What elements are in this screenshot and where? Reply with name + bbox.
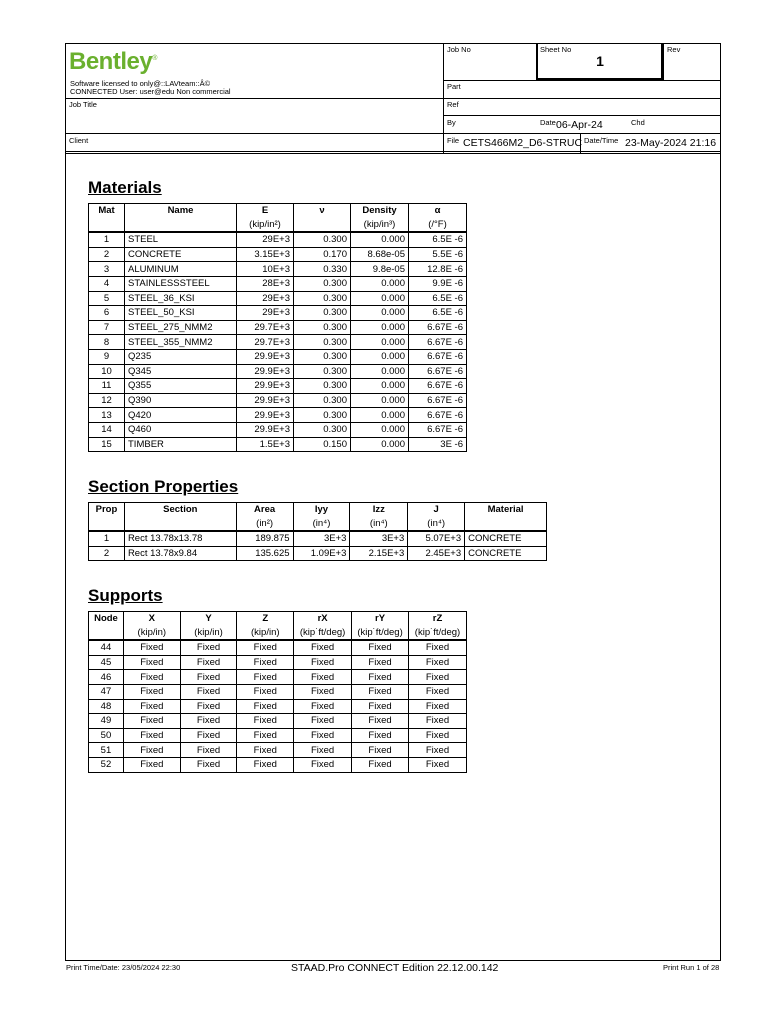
table-row [89,670,467,685]
table-cell: TIMBER [125,437,237,452]
table-cell: 0.000 [351,422,409,437]
materials-header-cell: E [237,204,294,218]
table-cell: Q345 [125,364,237,379]
table-cell: 29.9E+3 [237,349,294,364]
table-cell: Fixed [294,728,352,743]
sections-unit-cell: (in²) [236,517,293,532]
table-cell: 0.330 [294,262,351,277]
section-properties-heading: Section Properties [88,477,239,496]
table-cell: Fixed [237,757,294,772]
table-cell: 9 [89,349,125,364]
table-cell: 28E+3 [237,276,294,291]
supports-units-row [89,626,467,641]
table-cell: 50 [89,728,124,743]
table-cell: Fixed [294,757,352,772]
table-cell: 0.300 [294,276,351,291]
table-cell: 29E+3 [237,306,294,321]
table-cell: 4 [89,276,125,291]
table-row [89,757,467,772]
table-cell: 12 [89,393,125,408]
table-cell: STEEL_36_KSI [125,291,237,306]
table-row [89,364,467,379]
materials-header-cell: Mat [89,204,125,218]
table-cell: Fixed [294,743,352,758]
table-cell: 49 [89,714,124,729]
table-cell: CONCRETE [125,247,237,262]
table-row [89,699,467,714]
part-label: Part [447,82,461,91]
supports-header-cell: rY [352,612,409,626]
sheet-no-value: 1 [596,53,604,69]
table-cell: 46 [89,670,124,685]
bentley-logo: Bentley® [69,48,157,75]
table-cell: Fixed [352,699,409,714]
table-cell: 0.300 [294,364,351,379]
supports-unit-cell: (kip˙ft/deg) [409,626,467,641]
supports-header-cell: Y [180,612,237,626]
table-cell: Fixed [123,640,180,655]
table-row [89,379,467,394]
supports-unit-cell: (kip/in) [237,626,294,641]
supports-unit-cell: (kip˙ft/deg) [294,626,352,641]
sections-unit-cell [89,517,125,532]
table-cell: CONCRETE [465,546,547,561]
table-cell: Fixed [352,640,409,655]
table-cell: 6.5E -6 [409,232,467,247]
table-cell: 0.300 [294,349,351,364]
table-row [89,422,467,437]
table-cell: Fixed [237,670,294,685]
table-row [89,684,467,699]
materials-units-row [89,218,467,233]
table-row [89,349,467,364]
table-cell: STEEL_355_NMM2 [125,335,237,350]
table-row [89,276,467,291]
table-row [89,247,467,262]
table-cell: Fixed [123,699,180,714]
supports-unit-cell: (kip/in) [123,626,180,641]
table-cell: 6.5E -6 [409,306,467,321]
table-row [89,640,467,655]
table-cell: STEEL [125,232,237,247]
table-cell: 6.67E -6 [409,379,467,394]
table-cell: CONCRETE [465,531,547,546]
table-cell: 29.9E+3 [237,379,294,394]
supports-header-cell: rZ [409,612,467,626]
table-cell: Fixed [237,699,294,714]
by-label: By [447,118,456,127]
table-cell: 0.300 [294,379,351,394]
table-row [89,546,547,561]
supports-header-row [89,612,467,626]
table-cell: Fixed [180,655,237,670]
table-cell: 6.67E -6 [409,422,467,437]
table-cell: 1 [89,531,125,546]
table-cell: 0.300 [294,291,351,306]
client-label: Client [69,136,89,145]
table-cell: 6.67E -6 [409,320,467,335]
section-properties-table [88,502,547,561]
table-cell: 3 [89,262,125,277]
table-cell: 12.8E -6 [409,262,467,277]
supports-header-cell: Node [89,612,124,626]
table-cell: 0.300 [294,306,351,321]
table-cell: Fixed [409,714,467,729]
table-cell: Fixed [294,670,352,685]
table-cell: Fixed [409,684,467,699]
table-cell: 10 [89,364,125,379]
materials-unit-cell [89,218,125,233]
table-cell: Fixed [123,655,180,670]
table-cell: Rect 13.78x13.78 [124,531,236,546]
datetime-label: Date/Time [584,136,619,145]
materials-unit-cell: (kip/in³) [351,218,409,233]
table-cell: Fixed [409,670,467,685]
sections-header-cell: Area [236,503,293,517]
table-cell: 45 [89,655,124,670]
table-cell: 5.07E+3 [408,531,465,546]
file-label: File [447,136,460,145]
materials-unit-cell [294,218,351,233]
table-cell: Rect 13.78x9.84 [124,546,236,561]
table-cell: Q355 [125,379,237,394]
chd-label: Chd [631,118,645,127]
sections-unit-cell: (in⁴) [408,517,465,532]
table-cell: 0.300 [294,408,351,423]
table-row [89,393,467,408]
date-label: Date [540,118,556,127]
table-cell: 5 [89,291,125,306]
table-cell: 29E+3 [237,232,294,247]
table-cell: Fixed [409,743,467,758]
sections-units-row [89,517,547,532]
table-row [89,531,547,546]
supports-header-cell: X [123,612,180,626]
table-row [89,437,467,452]
table-cell: 8.68e-05 [351,247,409,262]
table-cell: Fixed [180,743,237,758]
materials-body [89,232,467,451]
table-row [89,306,467,321]
table-cell: 29.7E+3 [237,335,294,350]
table-cell: Fixed [409,655,467,670]
sections-header-cell: J [408,503,465,517]
print-time: Print Time/Date: 23/05/2024 22:30 [66,963,181,972]
date-value: 06-Apr-24 [556,119,603,131]
materials-header-cell: Density [351,204,409,218]
table-cell: 6.67E -6 [409,364,467,379]
supports-unit-cell: (kip/in) [180,626,237,641]
table-cell: 0.300 [294,393,351,408]
table-cell: 3.15E+3 [237,247,294,262]
table-cell: 2.15E+3 [350,546,408,561]
table-cell: 5.5E -6 [409,247,467,262]
sections-unit-cell [124,517,236,532]
table-cell: 3E -6 [409,437,467,452]
table-cell: 0.300 [294,335,351,350]
supports-header-cell: rX [294,612,352,626]
table-cell: Q390 [125,393,237,408]
table-cell: Fixed [294,714,352,729]
table-cell: 135.625 [236,546,293,561]
table-cell: 29.9E+3 [237,422,294,437]
connected-user-line: CONNECTED User: user@edu Non commercial [70,87,231,96]
table-cell: Fixed [352,655,409,670]
supports-table [88,611,467,773]
table-cell: 189.875 [236,531,293,546]
table-cell: 1.5E+3 [237,437,294,452]
table-cell: Q460 [125,422,237,437]
license-line: Software licensed to only@::LAVteam::Â© [70,79,211,88]
table-cell: 6.67E -6 [409,393,467,408]
table-cell: Fixed [180,757,237,772]
table-cell: 6 [89,306,125,321]
table-row [89,408,467,423]
table-cell: Fixed [180,728,237,743]
ref-label: Ref [447,100,459,109]
table-cell: Fixed [352,757,409,772]
table-row [89,728,467,743]
materials-header-row [89,204,467,218]
table-cell: 29.9E+3 [237,364,294,379]
table-cell: STEEL_275_NMM2 [125,320,237,335]
materials-unit-cell: (/°F) [409,218,467,233]
table-cell: Fixed [123,714,180,729]
table-cell: Fixed [123,670,180,685]
table-cell: Fixed [409,757,467,772]
table-cell: 0.150 [294,437,351,452]
table-cell: 9.8e-05 [351,262,409,277]
table-cell: Fixed [352,728,409,743]
job-title-label: Job Title [69,100,97,109]
table-row [89,320,467,335]
table-row [89,262,467,277]
table-cell: Fixed [237,728,294,743]
edition-label: STAAD.Pro CONNECT Edition 22.12.00.142 [291,962,499,974]
table-cell: 6.67E -6 [409,349,467,364]
table-cell: 2 [89,546,125,561]
materials-header-cell: α [409,204,467,218]
table-cell: 11 [89,379,125,394]
sections-header-cell: Prop [89,503,125,517]
sections-header-cell: Iyy [293,503,350,517]
table-cell: 0.170 [294,247,351,262]
table-cell: Fixed [294,640,352,655]
table-cell: 47 [89,684,124,699]
table-cell: 2.45E+3 [408,546,465,561]
table-cell: 3E+3 [350,531,408,546]
materials-table [88,203,467,452]
table-cell: Fixed [180,714,237,729]
table-cell: Fixed [123,684,180,699]
table-cell: 14 [89,422,125,437]
sections-unit-cell: (in⁴) [350,517,408,532]
table-cell: 0.000 [351,379,409,394]
table-cell: 10E+3 [237,262,294,277]
table-cell: ALUMINUM [125,262,237,277]
supports-header-cell: Z [237,612,294,626]
table-cell: STAINLESSSTEEL [125,276,237,291]
table-cell: Fixed [409,640,467,655]
table-cell: 44 [89,640,124,655]
table-cell: 0.300 [294,422,351,437]
table-cell: 6.67E -6 [409,408,467,423]
table-cell: Fixed [409,699,467,714]
table-cell: 29.9E+3 [237,393,294,408]
table-cell: 0.000 [351,408,409,423]
table-cell: Fixed [352,714,409,729]
sheet-no-label: Sheet No [540,45,572,54]
table-cell: Fixed [180,699,237,714]
table-cell: 0.000 [351,320,409,335]
table-cell: STEEL_50_KSI [125,306,237,321]
table-cell: Fixed [294,699,352,714]
table-cell: Fixed [123,743,180,758]
table-cell: 0.000 [351,349,409,364]
sections-header-row [89,503,547,517]
table-cell: 6.67E -6 [409,335,467,350]
table-cell: 48 [89,699,124,714]
materials-header-cell: Name [125,204,237,218]
table-cell: Fixed [237,640,294,655]
table-cell: 3E+3 [293,531,350,546]
materials-unit-cell: (kip/in²) [237,218,294,233]
table-cell: 1.09E+3 [293,546,350,561]
table-cell: 0.000 [351,232,409,247]
table-cell: 2 [89,247,125,262]
materials-heading: Materials [88,178,162,197]
table-row [89,655,467,670]
supports-unit-cell: (kip˙ft/deg) [352,626,409,641]
table-cell: 51 [89,743,124,758]
table-cell: Fixed [123,757,180,772]
table-cell: 0.000 [351,437,409,452]
table-cell: Fixed [237,655,294,670]
sections-header-cell: Section [124,503,236,517]
table-cell: Fixed [123,728,180,743]
table-cell: 0.300 [294,232,351,247]
table-cell: Fixed [237,684,294,699]
sections-unit-cell: (in⁴) [293,517,350,532]
table-cell: 13 [89,408,125,423]
supports-body [89,640,467,772]
sections-header-cell: Material [465,503,547,517]
table-cell: Fixed [352,684,409,699]
table-row [89,743,467,758]
materials-header-cell: ν [294,204,351,218]
table-row [89,291,467,306]
datetime-value: 23-May-2024 21:16 [625,137,717,149]
table-cell: 15 [89,437,125,452]
sections-body [89,531,547,561]
table-cell: 6.5E -6 [409,291,467,306]
table-cell: 0.000 [351,335,409,350]
table-cell: Fixed [294,684,352,699]
file-value: CETS466M2_D6-STRUC [463,137,583,149]
table-cell: Fixed [180,640,237,655]
table-row [89,335,467,350]
table-cell: Q235 [125,349,237,364]
table-cell: Fixed [352,670,409,685]
job-no-label: Job No [447,45,471,54]
table-cell: Fixed [237,714,294,729]
table-cell: 0.300 [294,320,351,335]
sections-header-cell: Izz [350,503,408,517]
table-cell: 0.000 [351,364,409,379]
rev-label: Rev [667,45,681,54]
table-cell: 29E+3 [237,291,294,306]
table-cell: 8 [89,335,125,350]
table-cell: 0.000 [351,393,409,408]
materials-unit-cell [125,218,237,233]
table-cell: Fixed [294,655,352,670]
table-row [89,232,467,247]
table-row [89,714,467,729]
table-cell: 0.000 [351,306,409,321]
supports-heading: Supports [88,586,163,605]
table-cell: Fixed [352,743,409,758]
table-cell: Fixed [237,743,294,758]
print-run: Print Run 1 of 28 [663,963,720,972]
table-cell: Fixed [409,728,467,743]
table-cell: 0.000 [351,291,409,306]
table-cell: 7 [89,320,125,335]
table-cell: Fixed [180,684,237,699]
table-cell: 29.9E+3 [237,408,294,423]
supports-unit-cell [89,626,124,641]
table-cell: Fixed [180,670,237,685]
sections-unit-cell [465,517,547,532]
table-cell: 29.7E+3 [237,320,294,335]
table-cell: Q420 [125,408,237,423]
table-cell: 52 [89,757,124,772]
table-cell: 1 [89,232,125,247]
table-cell: 0.000 [351,276,409,291]
table-cell: 9.9E -6 [409,276,467,291]
